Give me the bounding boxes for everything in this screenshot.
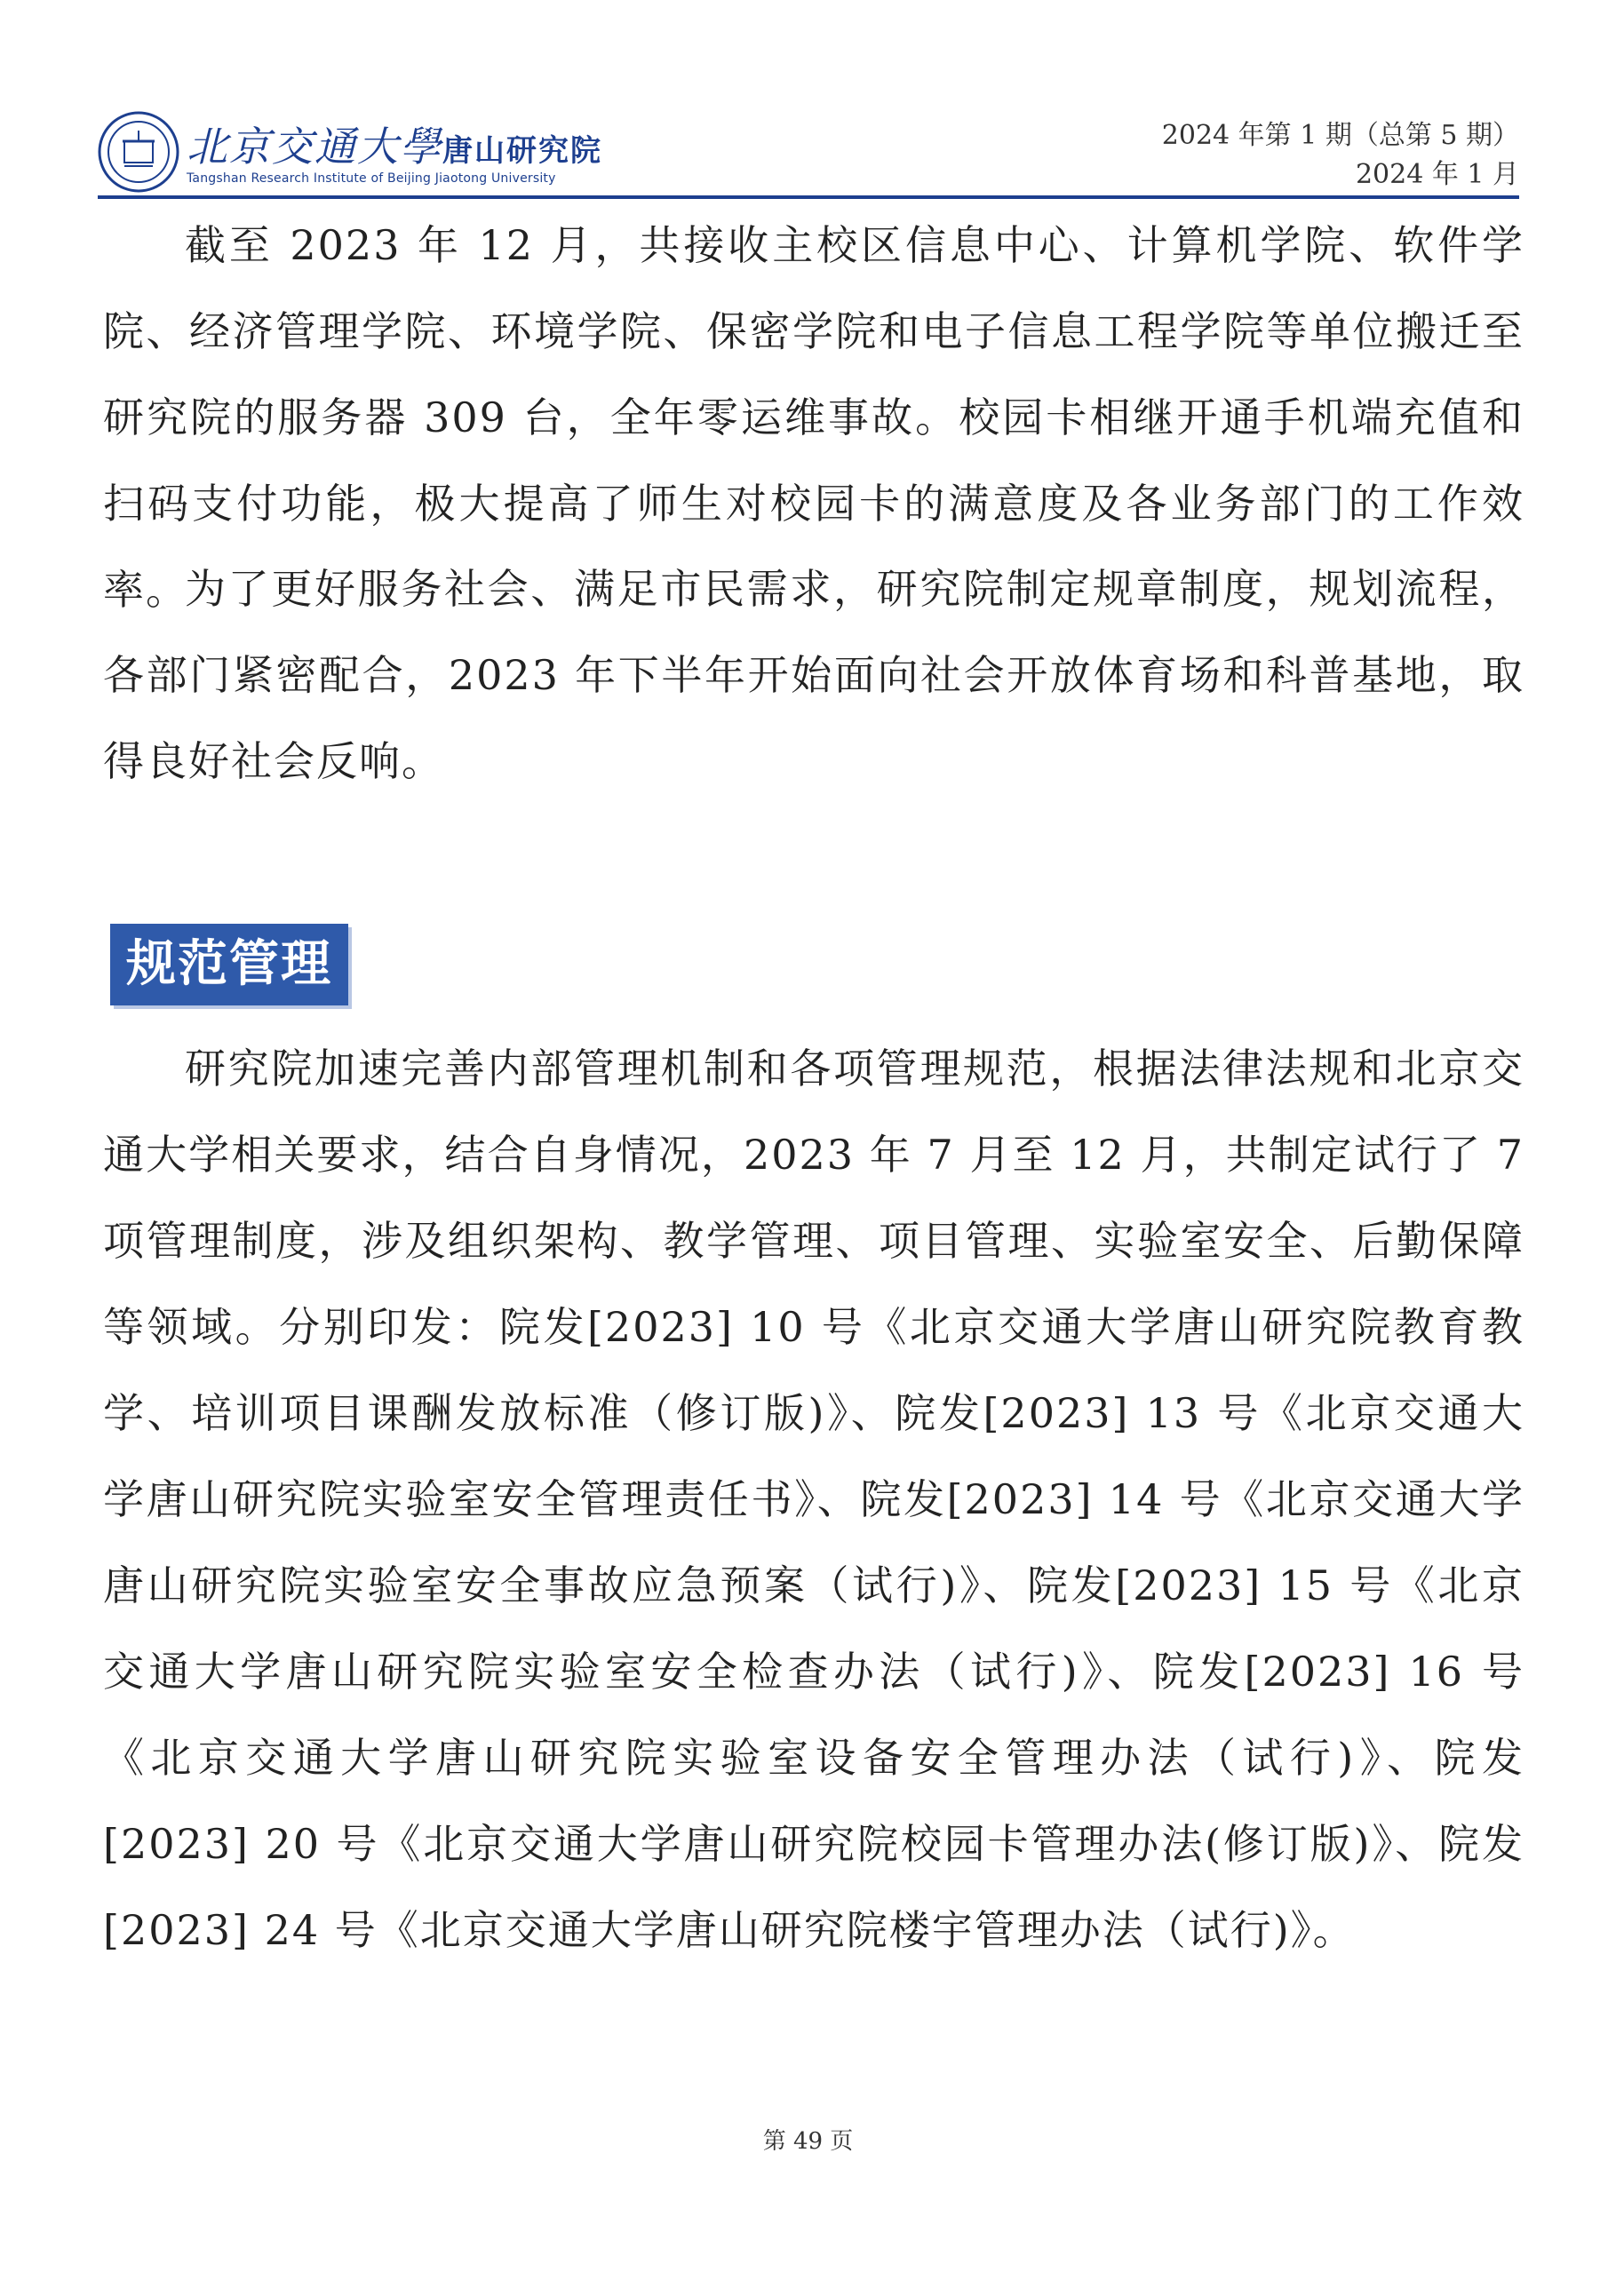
logo-institute-name: 唐山研究院 <box>442 133 602 169</box>
logo-university-name: 北京交通大學 <box>187 123 442 171</box>
body-paragraph-1: 截至 2023 年 12 月，共接收主校区信息中心、计算机学院、软件学院、经济管理学院、环境学院、保密学院和电子信息工程学院等单位搬迁至研究院的服务器 309 台，全年零运维事故。校园卡相继开通手机端充值和扫码支付功能，极大提高了师生对校园卡的满意度及各业务部门的工作效率。 <box>103 221 1524 614</box>
header-divider <box>98 195 1519 199</box>
logo-wordmark <box>187 115 602 171</box>
body-paragraph-3: 研究院加速完善内部管理机制和各项管理规范，根据法律法规和北京交通大学相关要求，结合自身情况，2023 年 7 月至 12 月，共制定试行了 7 项管理制度，涉及组织架构、教学管理、项目管理、实验室安全、后勤保障等领域。分别印发：院发[2023] 10 号《北京交通大学唐山研究院教育教学、培训项目课酬发放标准（修订版)》、院发[2023] 13 号《北京交通大学唐山研究院实验室安全管理责任书》、院发[2023] 14 号《北京交通大学唐山研究院实验室安全事故应急预案（试行)》、院发[2023] 15 号《北京交通大学唐山研究院实验室安全检查办法（试行)》、院发[2023] 16 号《北京交通大学唐山研究院实验室设备安全管理办法（试行)》、院发[2023] 20 号《北京交通大学唐山研究院校园卡管理办法(修订版)》、院发[2023] 24 号《北京交通大学唐山研究院楼宇管理办法（试行)》。 <box>103 1045 1524 1954</box>
issue-date: 2024 年 1 月 <box>1355 159 1519 190</box>
issue-info <box>1162 116 1519 195</box>
page-header <box>98 111 1519 200</box>
issue-number: 2024 年第 1 期（总第 5 期） <box>1161 120 1519 151</box>
logo-english-name: Tangshan Research Institute of Beijing Jiaotong University <box>187 171 556 186</box>
section-heading: 规范管理 <box>110 924 348 1005</box>
university-seal-icon <box>98 111 179 193</box>
body-paragraph-2: 为了更好服务社会、满足市民需求，研究院制定规章制度，规划流程，各部门紧密配合，2023 年下半年开始面向社会开放体育场和科普基地，取得良好社会反响。 <box>103 565 1524 785</box>
page-number: 第 49 页 <box>762 2128 854 2155</box>
